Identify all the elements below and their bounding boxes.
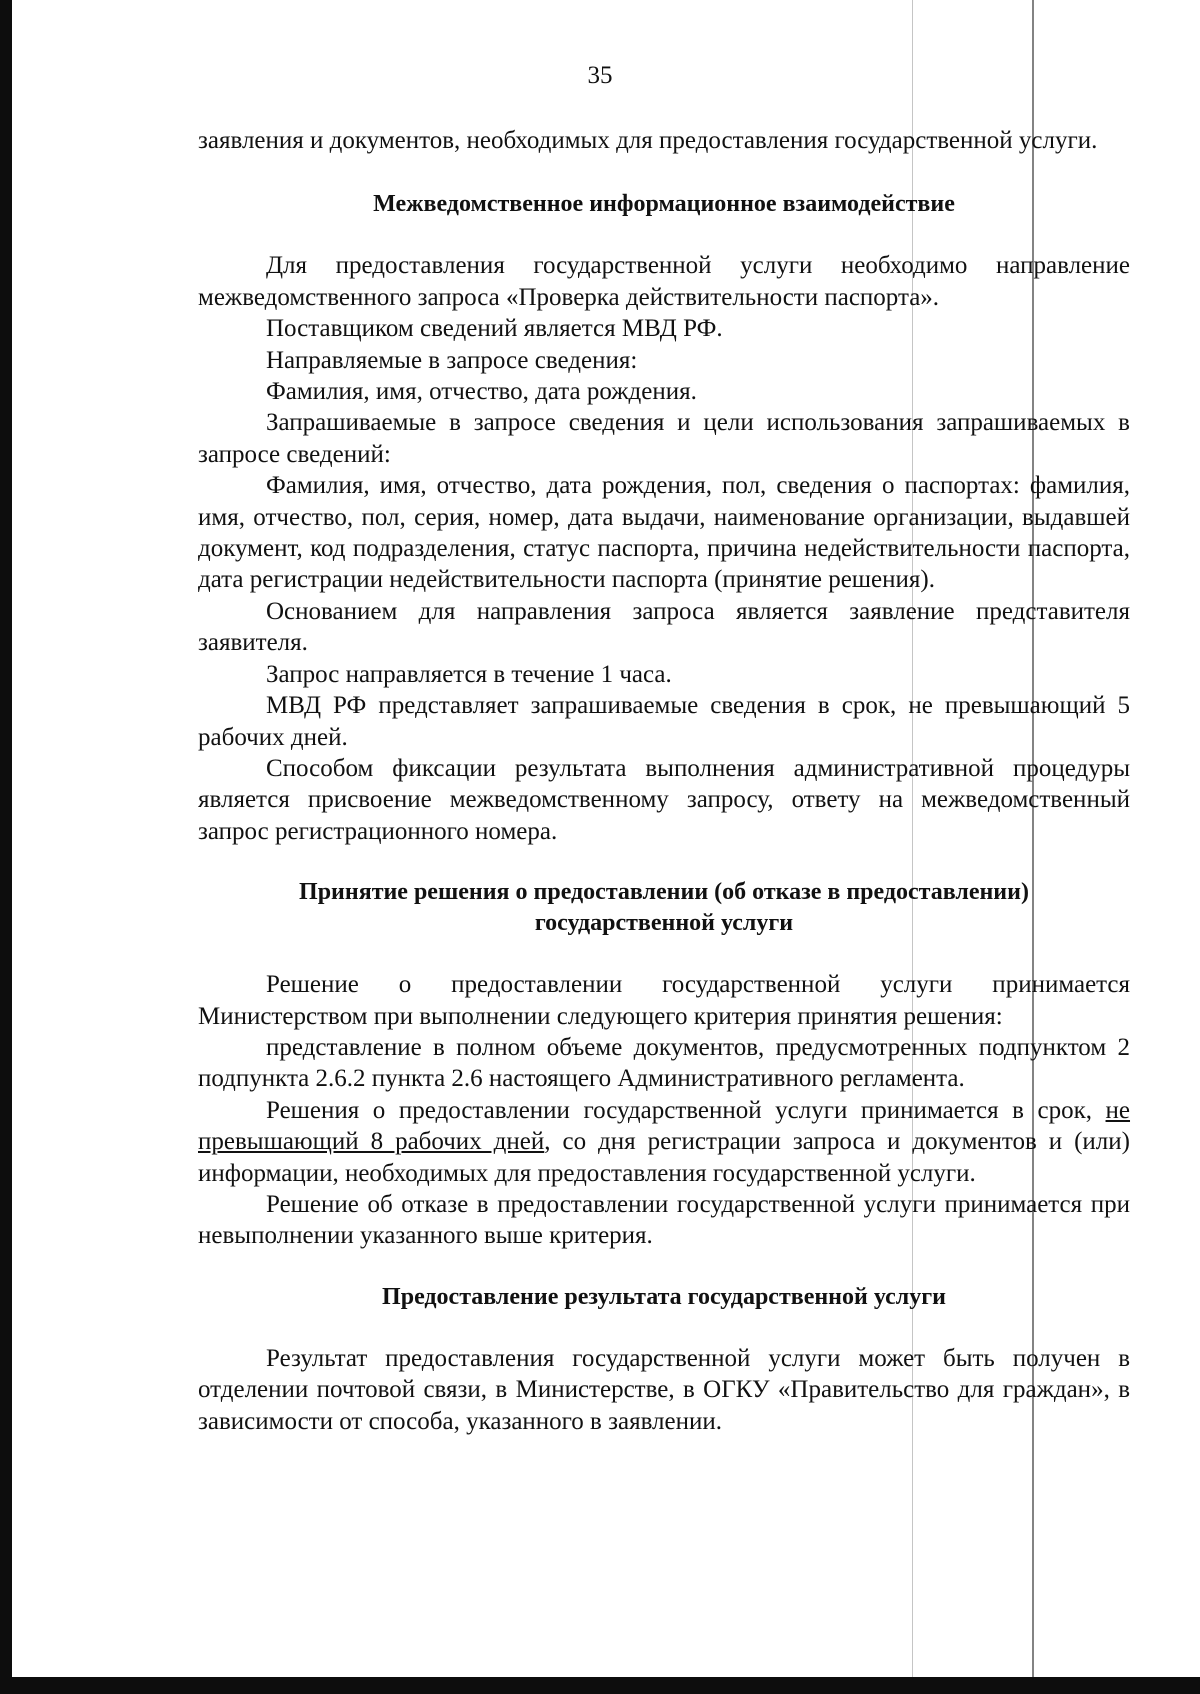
paragraph: Фамилия, имя, отчество, дата рождения. <box>266 378 697 406</box>
page-number: 35 <box>587 62 613 89</box>
paragraph <box>198 1095 1130 1189</box>
paragraph: Основанием для направления запроса является заявление представителя заявителя. <box>198 597 1130 657</box>
paragraph: представление в полном объеме документов, предусмотренных подпунктом 2 подпункта 2.6.2 пункта 2.6 настоящего Административного регламента. <box>198 1033 1130 1093</box>
section-heading: Межведомственное информационное взаимодействие <box>373 191 955 218</box>
paragraph: Решение о предоставлении государственной услуги принимается Министерством при выполнении следующего критерия принятия решения: <box>198 971 1130 1030</box>
paragraph: Для предоставления государственной услуги необходимо направление межведомственного запроса «Проверка действительности паспорта». <box>198 252 1130 311</box>
section-heading: Принятие решения о предоставлении (об отказе в предоставлении) <box>299 879 1029 906</box>
paragraph: Направляемые в запросе сведения: <box>266 346 638 374</box>
scan-edge-left <box>0 0 12 1694</box>
paragraph: Результат предоставления государственной услуги может быть получен в отделении почтовой связи, в Министерстве, в ОГКУ «Правительство для граждан», в зависимости от способа, указанного в заявлении. <box>198 1344 1130 1435</box>
paragraph: Способом фиксации результата выполнения административной процедуры является присвоение межведомственному запросу, ответу на межведомственный запрос регистрационного номера. <box>198 754 1130 845</box>
paragraph: Запрос направляется в течение 1 часа. <box>266 660 672 688</box>
paragraph: Фамилия, имя, отчество, дата рождения, пол, сведения о паспортах: фамилия, имя, отчество, пол, серия, номер, дата выдачи, наименование организации, выдавшей документ, код подразделения, статус паспорта, причина недействительности паспорта, дата регистрации недействительности паспорта (принятие решения). <box>198 472 1130 594</box>
paragraph: Запрашиваемые в запросе сведения и цели использования запрашиваемых в запросе сведений: <box>198 409 1130 468</box>
paragraph: Решение об отказе в предоставлении государственной услуги принимается при невыполнении указанного выше критерия. <box>198 1190 1130 1250</box>
document-body <box>198 125 1130 1437</box>
section-heading: Предоставление результата государственной услуги <box>382 1283 946 1310</box>
paragraph: МВД РФ представляет запрашиваемые сведения в срок, не превышающий 5 рабочих дней. <box>198 692 1130 751</box>
text-span: Решения о предоставлении государственной услуги принимается в срок, <box>266 1096 1092 1124</box>
paragraph: заявления и документов, необходимых для предоставления государственной услуги. <box>198 127 1098 154</box>
text-span: , со дня регистрации запроса и документов и (или) информации, необходимых для предоставления государственной услуги. <box>198 1128 1130 1187</box>
scan-edge-bottom <box>0 1677 1200 1694</box>
paragraph: Поставщиком сведений является МВД РФ. <box>266 315 723 343</box>
underlined-deadline: не превышающий 8 рабочих дней <box>198 1096 1131 1156</box>
section-heading-line2: государственной услуги <box>534 910 794 937</box>
